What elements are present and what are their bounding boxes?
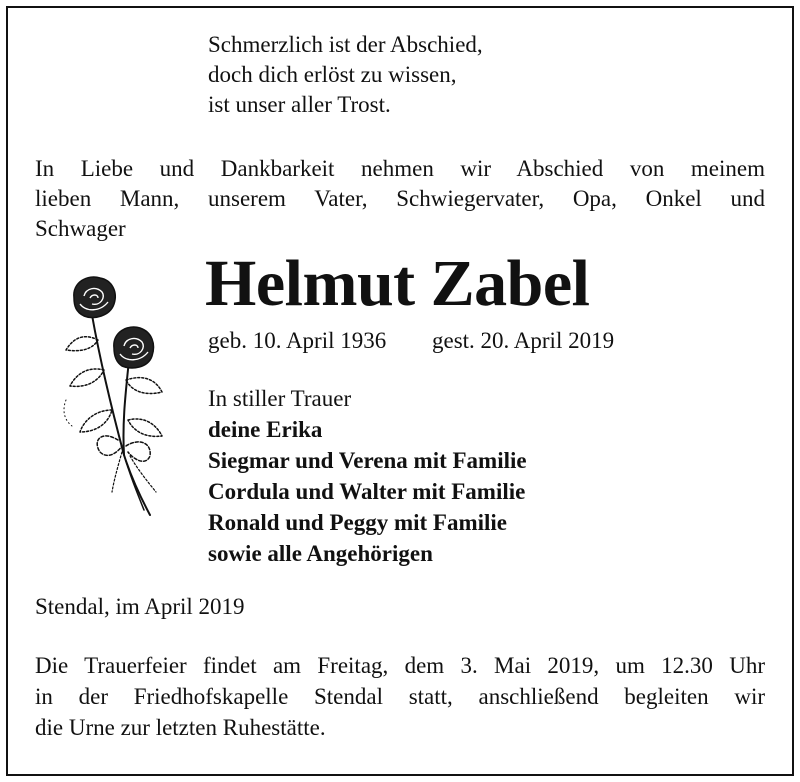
funeral-line: Die Trauerfeier findet am Freitag, dem 3. Mai 2019, um 12.30 Uhr (35, 653, 765, 678)
mourner-name: Cordula und Walter mit Familie (208, 479, 526, 504)
poem-line: ist unser aller Trost. (208, 92, 391, 117)
mourner-name: Siegmar und Verena mit Familie (208, 448, 527, 473)
deceased-name: Helmut Zabel (205, 247, 590, 320)
mourner-name: Ronald und Peggy mit Familie (208, 510, 508, 535)
intro-line: lieben Mann, unserem Vater, Schwiegervater, Opa, Onkel und (35, 186, 765, 211)
mourner-name: sowie alle Angehörigen (208, 541, 433, 566)
birth-date: geb. 10. April 1936 (208, 328, 387, 353)
death-date: gest. 20. April 2019 (432, 328, 615, 353)
mourner-name: deine Erika (208, 417, 323, 442)
poem-verse (208, 30, 483, 120)
funeral-line: die Urne zur letzten Ruhestätte. (35, 715, 326, 740)
place-and-date: Stendal, im April 2019 (35, 594, 245, 619)
mourners-block (208, 383, 527, 569)
poem-line: Schmerzlich ist der Abschied, (208, 32, 483, 57)
intro-line: In Liebe und Dankbarkeit nehmen wir Abschied von meinem (35, 156, 765, 181)
intro-line: Schwager (35, 216, 126, 241)
funeral-info (35, 650, 765, 743)
poem-line: doch dich erlöst zu wissen, (208, 62, 457, 87)
funeral-line: in der Friedhofskapelle Stendal statt, anschließend begleiten wir (35, 684, 765, 709)
mourners-heading: In stiller Trauer (208, 386, 352, 411)
intro-paragraph (35, 154, 765, 244)
life-dates (208, 326, 614, 356)
rose-illustration-icon (52, 270, 172, 520)
